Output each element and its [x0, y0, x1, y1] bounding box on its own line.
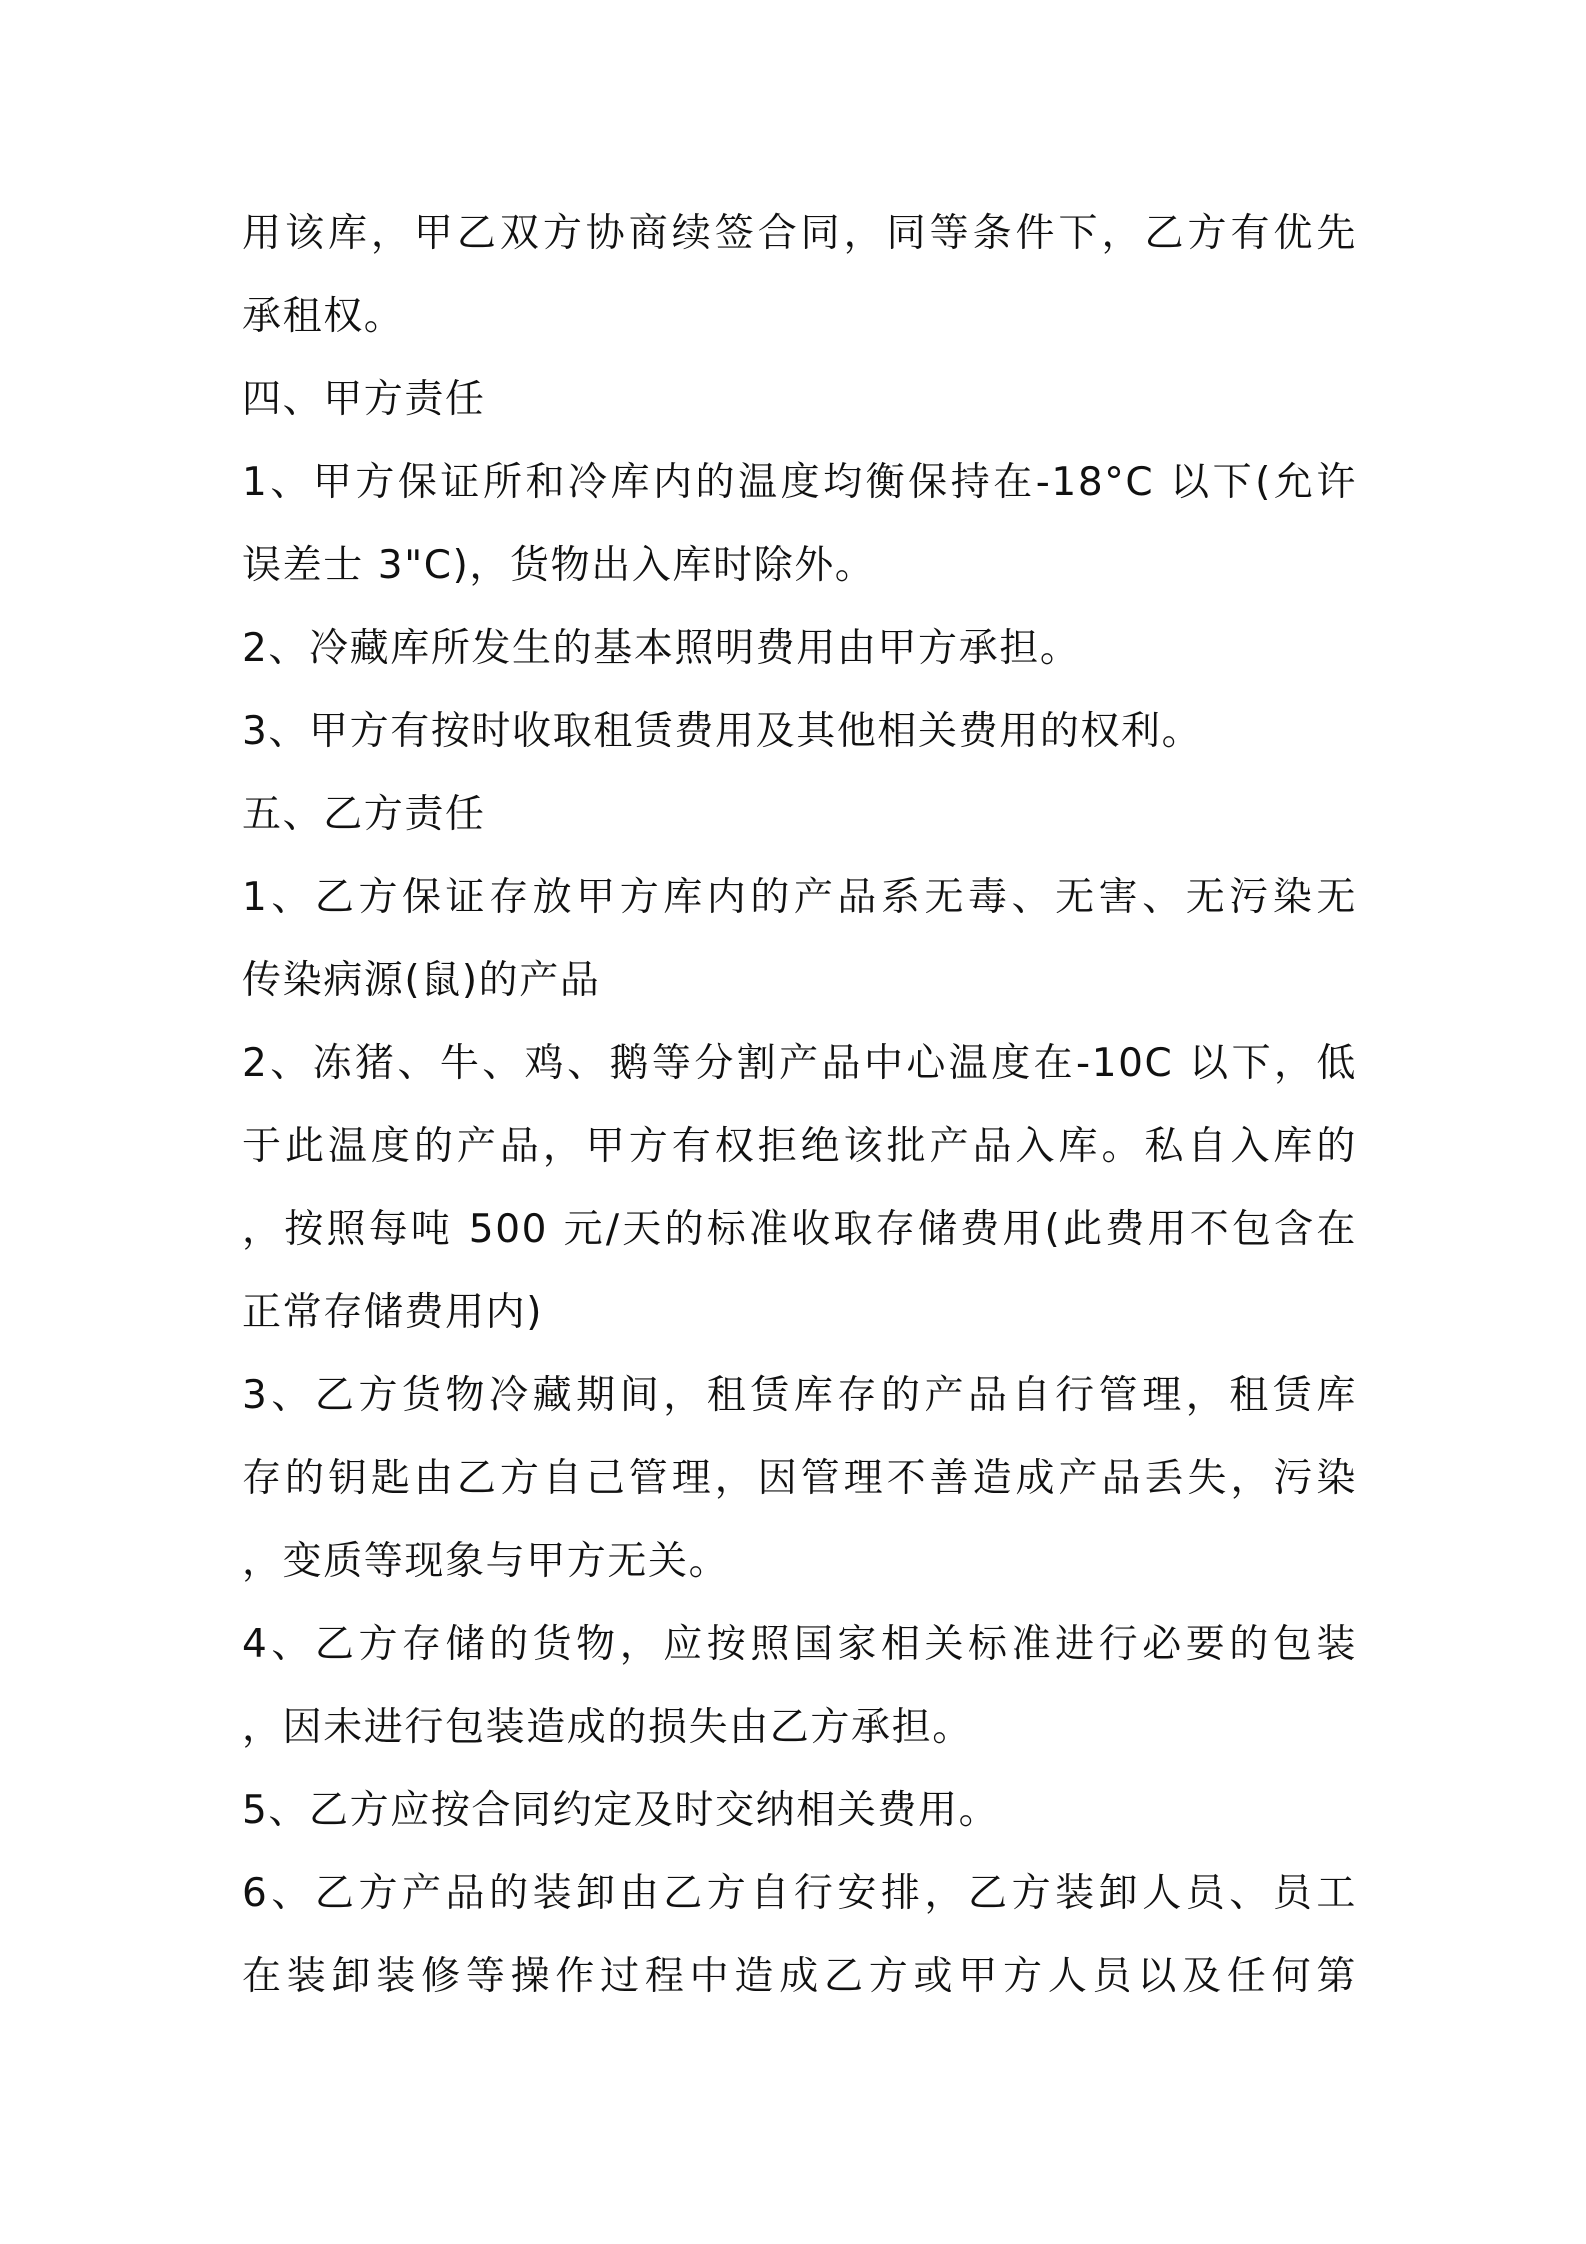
text-line: 6、乙方产品的装卸由乙方自行安排，乙方装卸人员、员工: [242, 1871, 1357, 1916]
text-line: 误差士 3"C)，货物出入库时除外。: [242, 543, 876, 588]
text-line: 1、乙方保证存放甲方库内的产品系无毒、无害、无污染无: [242, 875, 1357, 920]
text-line: 用该库，甲乙双方协商续签合同，同等条件下，乙方有优先: [242, 211, 1357, 256]
text-line: 在装卸装修等操作过程中造成乙方或甲方人员以及任何第: [242, 1954, 1357, 1999]
text-line: ，变质等现象与甲方无关。: [242, 1539, 730, 1584]
section-heading: 五、乙方责任: [242, 792, 486, 837]
text-line: 2、冷藏库所发生的基本照明费用由甲方承担。: [242, 626, 1081, 671]
text-line: 存的钥匙由乙方自己管理，因管理不善造成产品丢失，污染: [242, 1456, 1357, 1501]
text-line: 1、甲方保证所和冷库内的温度均衡保持在-18°C 以下(允许: [242, 460, 1357, 505]
text-line: 5、乙方应按合同约定及时交纳相关费用。: [242, 1788, 1000, 1833]
section-heading: 四、甲方责任: [242, 377, 486, 422]
text-line: 3、甲方有按时收取租赁费用及其他相关费用的权利。: [242, 709, 1203, 754]
text-line: ，按照每吨 500 元/天的标准收取存储费用(此费用不包含在: [242, 1207, 1357, 1252]
text-line: 正常存储费用内): [242, 1290, 544, 1335]
text-line: 3、乙方货物冷藏期间，租赁库存的产品自行管理，租赁库: [242, 1373, 1357, 1418]
text-line: 2、冻猪、牛、鸡、鹅等分割产品中心温度在-10C 以下，低: [242, 1041, 1357, 1086]
text-line: 4、乙方存储的货物，应按照国家相关标准进行必要的包装: [242, 1622, 1357, 1667]
text-line: 传染病源(鼠)的产品: [242, 958, 601, 1003]
contract-body-text: [242, 192, 1357, 2018]
text-line: 于此温度的产品，甲方有权拒绝该批产品入库。私自入库的: [242, 1124, 1357, 1169]
text-line: ，因未进行包装造成的损失由乙方承担。: [242, 1705, 973, 1750]
text-line: 承租权。: [242, 294, 405, 339]
